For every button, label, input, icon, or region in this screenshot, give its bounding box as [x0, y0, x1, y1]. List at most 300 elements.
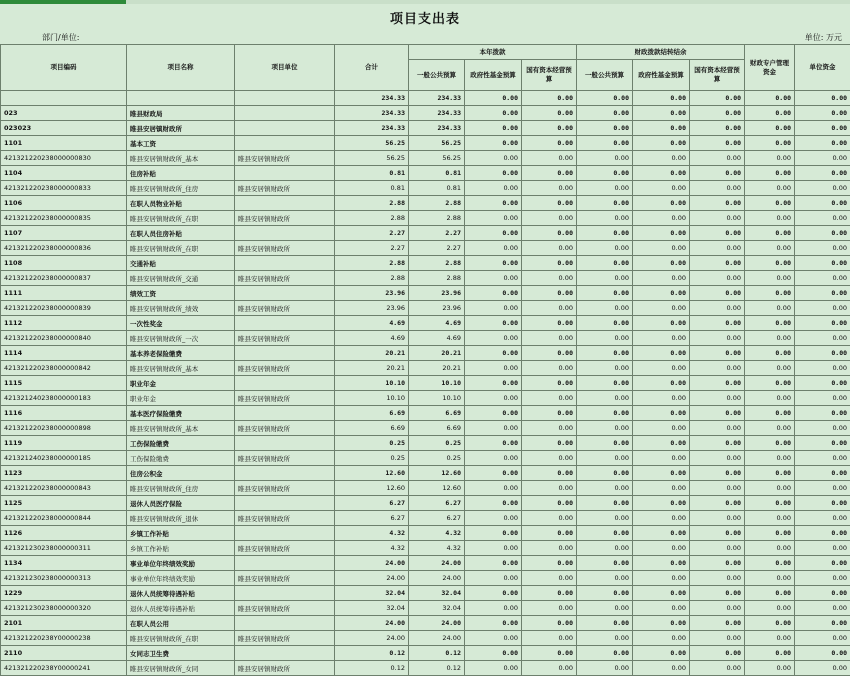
row-code-cell[interactable]: 421321220238000000837 [1, 271, 127, 286]
row-name-cell[interactable]: 睢县安居镇财政所_在职 [127, 631, 235, 646]
row-general-budget-cell[interactable]: 24.00 [409, 571, 465, 586]
row-zero-cell[interactable]: 0.00 [465, 436, 522, 451]
row-zero-cell[interactable]: 0.00 [633, 166, 690, 181]
row-name-cell[interactable]: 基本养老保险缴费 [127, 346, 235, 361]
row-name-cell[interactable]: 乡镇工作补贴 [127, 541, 235, 556]
row-zero-cell[interactable]: 0.00 [577, 226, 633, 241]
row-code-cell[interactable]: 023023 [1, 121, 127, 136]
row-zero-cell[interactable]: 0.00 [795, 466, 850, 481]
row-zero-cell[interactable]: 0.00 [745, 406, 795, 421]
row-zero-cell[interactable]: 0.00 [633, 106, 690, 121]
row-zero-cell[interactable]: 0.00 [795, 331, 850, 346]
row-zero-cell[interactable]: 0.00 [522, 346, 577, 361]
row-zero-cell[interactable]: 0.00 [577, 181, 633, 196]
row-zero-cell[interactable]: 0.00 [465, 286, 522, 301]
row-code-cell[interactable]: 1123 [1, 466, 127, 481]
row-zero-cell[interactable]: 0.00 [690, 166, 745, 181]
row-zero-cell[interactable]: 0.00 [745, 346, 795, 361]
row-zero-cell[interactable]: 0.00 [465, 211, 522, 226]
row-zero-cell[interactable]: 0.00 [745, 631, 795, 646]
row-zero-cell[interactable]: 0.00 [522, 91, 577, 106]
row-zero-cell[interactable]: 0.00 [633, 481, 690, 496]
row-zero-cell[interactable]: 0.00 [633, 631, 690, 646]
row-zero-cell[interactable]: 0.00 [745, 286, 795, 301]
row-code-cell[interactable]: 1104 [1, 166, 127, 181]
row-zero-cell[interactable]: 0.00 [633, 346, 690, 361]
row-zero-cell[interactable]: 0.00 [745, 301, 795, 316]
row-zero-cell[interactable]: 0.00 [745, 166, 795, 181]
row-total-cell[interactable]: 2.88 [335, 271, 409, 286]
row-zero-cell[interactable]: 0.00 [633, 646, 690, 661]
row-name-cell[interactable]: 女同志卫生费 [127, 646, 235, 661]
row-code-cell[interactable]: 421321220238000000844 [1, 511, 127, 526]
row-code-cell[interactable]: 421321240238000000183 [1, 391, 127, 406]
row-name-cell[interactable]: 住房补贴 [127, 166, 235, 181]
row-name-cell[interactable]: 乡镇工作补贴 [127, 526, 235, 541]
row-zero-cell[interactable]: 0.00 [795, 286, 850, 301]
row-unit-cell[interactable] [235, 646, 335, 661]
row-unit-cell[interactable]: 睢县安居镇财政所 [235, 151, 335, 166]
row-zero-cell[interactable]: 0.00 [633, 316, 690, 331]
row-total-cell[interactable]: 23.96 [335, 286, 409, 301]
row-unit-cell[interactable] [235, 376, 335, 391]
row-total-cell[interactable]: 6.69 [335, 406, 409, 421]
row-zero-cell[interactable]: 0.00 [690, 151, 745, 166]
row-general-budget-cell[interactable]: 12.60 [409, 466, 465, 481]
row-zero-cell[interactable]: 0.00 [633, 301, 690, 316]
row-general-budget-cell[interactable]: 10.10 [409, 376, 465, 391]
row-name-cell[interactable]: 基本医疗保险缴费 [127, 406, 235, 421]
row-zero-cell[interactable]: 0.00 [577, 271, 633, 286]
row-zero-cell[interactable]: 0.00 [465, 631, 522, 646]
row-total-cell[interactable]: 0.81 [335, 166, 409, 181]
row-general-budget-cell[interactable]: 0.25 [409, 436, 465, 451]
row-code-cell[interactable]: 2110 [1, 646, 127, 661]
row-zero-cell[interactable]: 0.00 [577, 556, 633, 571]
row-general-budget-cell[interactable]: 2.88 [409, 271, 465, 286]
row-zero-cell[interactable]: 0.00 [465, 481, 522, 496]
row-code-cell[interactable]: 1112 [1, 316, 127, 331]
row-zero-cell[interactable]: 0.00 [795, 481, 850, 496]
row-code-cell[interactable]: 421321220238000000898 [1, 421, 127, 436]
row-zero-cell[interactable]: 0.00 [633, 391, 690, 406]
row-zero-cell[interactable]: 0.00 [795, 646, 850, 661]
row-zero-cell[interactable]: 0.00 [795, 271, 850, 286]
row-zero-cell[interactable]: 0.00 [577, 106, 633, 121]
row-code-cell[interactable]: 1126 [1, 526, 127, 541]
row-zero-cell[interactable]: 0.00 [522, 406, 577, 421]
row-zero-cell[interactable]: 0.00 [465, 421, 522, 436]
row-code-cell[interactable]: 421321220238000000839 [1, 301, 127, 316]
row-zero-cell[interactable]: 0.00 [522, 601, 577, 616]
row-zero-cell[interactable]: 0.00 [690, 256, 745, 271]
row-name-cell[interactable]: 基本工资 [127, 136, 235, 151]
row-zero-cell[interactable]: 0.00 [577, 151, 633, 166]
row-code-cell[interactable]: 421321230238000000320 [1, 601, 127, 616]
row-zero-cell[interactable]: 0.00 [522, 316, 577, 331]
row-name-cell[interactable]: 在职人员住房补贴 [127, 226, 235, 241]
row-zero-cell[interactable]: 0.00 [577, 511, 633, 526]
row-total-cell[interactable]: 4.32 [335, 541, 409, 556]
row-zero-cell[interactable]: 0.00 [465, 346, 522, 361]
row-zero-cell[interactable]: 0.00 [465, 331, 522, 346]
row-total-cell[interactable]: 4.32 [335, 526, 409, 541]
row-name-cell[interactable]: 睢县安居镇财政所_女同 [127, 661, 235, 676]
row-total-cell[interactable]: 0.25 [335, 451, 409, 466]
row-zero-cell[interactable]: 0.00 [745, 151, 795, 166]
row-name-cell[interactable]: 睢县安居镇财政所_交通 [127, 271, 235, 286]
row-zero-cell[interactable]: 0.00 [690, 466, 745, 481]
row-code-cell[interactable]: 1114 [1, 346, 127, 361]
row-zero-cell[interactable]: 0.00 [745, 106, 795, 121]
row-zero-cell[interactable]: 0.00 [465, 661, 522, 676]
row-total-cell[interactable]: 2.27 [335, 226, 409, 241]
row-name-cell[interactable]: 一次性奖金 [127, 316, 235, 331]
row-name-cell[interactable]: 职业年金 [127, 391, 235, 406]
row-zero-cell[interactable]: 0.00 [745, 181, 795, 196]
row-total-cell[interactable]: 24.00 [335, 571, 409, 586]
row-zero-cell[interactable]: 0.00 [465, 496, 522, 511]
row-zero-cell[interactable]: 0.00 [633, 226, 690, 241]
row-general-budget-cell[interactable]: 234.33 [409, 121, 465, 136]
row-general-budget-cell[interactable]: 32.04 [409, 586, 465, 601]
row-zero-cell[interactable]: 0.00 [633, 541, 690, 556]
row-unit-cell[interactable]: 睢县安居镇财政所 [235, 481, 335, 496]
row-unit-cell[interactable] [235, 406, 335, 421]
row-zero-cell[interactable]: 0.00 [522, 646, 577, 661]
row-general-budget-cell[interactable]: 0.81 [409, 166, 465, 181]
row-code-cell[interactable]: 1115 [1, 376, 127, 391]
row-code-cell[interactable]: 421321220238000000840 [1, 331, 127, 346]
row-zero-cell[interactable]: 0.00 [690, 121, 745, 136]
row-name-cell[interactable] [127, 91, 235, 106]
row-name-cell[interactable]: 职业年金 [127, 376, 235, 391]
row-zero-cell[interactable]: 0.00 [690, 586, 745, 601]
row-general-budget-cell[interactable]: 32.04 [409, 601, 465, 616]
row-zero-cell[interactable]: 0.00 [795, 181, 850, 196]
row-name-cell[interactable]: 睢县安居镇财政所_绩效 [127, 301, 235, 316]
row-zero-cell[interactable]: 0.00 [795, 511, 850, 526]
row-zero-cell[interactable]: 0.00 [690, 406, 745, 421]
row-zero-cell[interactable]: 0.00 [577, 481, 633, 496]
row-zero-cell[interactable]: 0.00 [745, 646, 795, 661]
row-general-budget-cell[interactable]: 234.33 [409, 91, 465, 106]
row-general-budget-cell[interactable]: 0.81 [409, 181, 465, 196]
row-zero-cell[interactable]: 0.00 [465, 466, 522, 481]
row-zero-cell[interactable]: 0.00 [690, 421, 745, 436]
row-code-cell[interactable]: 421321220238Y00000241 [1, 661, 127, 676]
row-name-cell[interactable]: 退休人员统筹待遇补贴 [127, 601, 235, 616]
row-zero-cell[interactable]: 0.00 [465, 106, 522, 121]
row-unit-cell[interactable] [235, 256, 335, 271]
row-unit-cell[interactable] [235, 526, 335, 541]
row-zero-cell[interactable]: 0.00 [465, 556, 522, 571]
row-total-cell[interactable]: 2.88 [335, 196, 409, 211]
row-total-cell[interactable]: 23.96 [335, 301, 409, 316]
row-zero-cell[interactable]: 0.00 [577, 391, 633, 406]
row-zero-cell[interactable]: 0.00 [795, 151, 850, 166]
row-zero-cell[interactable]: 0.00 [633, 271, 690, 286]
row-total-cell[interactable]: 56.25 [335, 136, 409, 151]
row-code-cell[interactable]: 421321220238000000836 [1, 241, 127, 256]
row-total-cell[interactable]: 234.33 [335, 121, 409, 136]
row-zero-cell[interactable]: 0.00 [633, 586, 690, 601]
row-zero-cell[interactable]: 0.00 [522, 166, 577, 181]
row-total-cell[interactable]: 0.25 [335, 436, 409, 451]
row-unit-cell[interactable]: 睢县安居镇财政所 [235, 631, 335, 646]
row-zero-cell[interactable]: 0.00 [795, 586, 850, 601]
row-unit-cell[interactable]: 睢县安居镇财政所 [235, 241, 335, 256]
row-general-budget-cell[interactable]: 23.96 [409, 301, 465, 316]
row-zero-cell[interactable]: 0.00 [633, 511, 690, 526]
row-total-cell[interactable]: 24.00 [335, 556, 409, 571]
row-total-cell[interactable]: 4.69 [335, 331, 409, 346]
row-code-cell[interactable]: 421321230238000000313 [1, 571, 127, 586]
row-unit-cell[interactable]: 睢县安居镇财政所 [235, 421, 335, 436]
row-zero-cell[interactable]: 0.00 [465, 526, 522, 541]
row-zero-cell[interactable]: 0.00 [465, 616, 522, 631]
row-zero-cell[interactable]: 0.00 [745, 316, 795, 331]
row-zero-cell[interactable]: 0.00 [795, 211, 850, 226]
row-zero-cell[interactable]: 0.00 [795, 196, 850, 211]
row-zero-cell[interactable]: 0.00 [745, 481, 795, 496]
row-general-budget-cell[interactable]: 6.69 [409, 421, 465, 436]
row-general-budget-cell[interactable]: 6.27 [409, 496, 465, 511]
row-zero-cell[interactable]: 0.00 [690, 556, 745, 571]
row-zero-cell[interactable]: 0.00 [633, 181, 690, 196]
row-zero-cell[interactable]: 0.00 [690, 646, 745, 661]
row-zero-cell[interactable]: 0.00 [633, 571, 690, 586]
row-zero-cell[interactable]: 0.00 [522, 286, 577, 301]
row-zero-cell[interactable]: 0.00 [577, 241, 633, 256]
row-unit-cell[interactable] [235, 106, 335, 121]
row-code-cell[interactable]: 2101 [1, 616, 127, 631]
row-unit-cell[interactable] [235, 121, 335, 136]
row-total-cell[interactable]: 12.60 [335, 466, 409, 481]
row-zero-cell[interactable]: 0.00 [465, 541, 522, 556]
row-zero-cell[interactable]: 0.00 [633, 556, 690, 571]
row-unit-cell[interactable] [235, 616, 335, 631]
row-zero-cell[interactable]: 0.00 [795, 346, 850, 361]
row-total-cell[interactable]: 4.69 [335, 316, 409, 331]
row-general-budget-cell[interactable]: 234.33 [409, 106, 465, 121]
row-zero-cell[interactable]: 0.00 [577, 571, 633, 586]
row-general-budget-cell[interactable]: 6.27 [409, 511, 465, 526]
row-zero-cell[interactable]: 0.00 [522, 511, 577, 526]
row-zero-cell[interactable]: 0.00 [795, 631, 850, 646]
row-general-budget-cell[interactable]: 0.25 [409, 451, 465, 466]
row-zero-cell[interactable]: 0.00 [577, 286, 633, 301]
row-zero-cell[interactable]: 0.00 [690, 301, 745, 316]
row-general-budget-cell[interactable]: 24.00 [409, 631, 465, 646]
row-code-cell[interactable]: 1107 [1, 226, 127, 241]
row-zero-cell[interactable]: 0.00 [465, 391, 522, 406]
row-code-cell[interactable]: 421321220238000000843 [1, 481, 127, 496]
row-zero-cell[interactable]: 0.00 [633, 241, 690, 256]
row-zero-cell[interactable]: 0.00 [465, 571, 522, 586]
row-general-budget-cell[interactable]: 2.27 [409, 226, 465, 241]
row-total-cell[interactable]: 6.69 [335, 421, 409, 436]
row-name-cell[interactable]: 睢县安居镇财政所_一次 [127, 331, 235, 346]
row-name-cell[interactable]: 退休人员统筹待遇补贴 [127, 586, 235, 601]
row-zero-cell[interactable]: 0.00 [745, 241, 795, 256]
row-unit-cell[interactable] [235, 316, 335, 331]
row-zero-cell[interactable]: 0.00 [522, 211, 577, 226]
row-total-cell[interactable]: 24.00 [335, 616, 409, 631]
row-zero-cell[interactable]: 0.00 [465, 646, 522, 661]
row-zero-cell[interactable]: 0.00 [465, 271, 522, 286]
row-total-cell[interactable]: 56.25 [335, 151, 409, 166]
row-name-cell[interactable]: 退休人员医疗保险 [127, 496, 235, 511]
row-unit-cell[interactable]: 睢县安居镇财政所 [235, 181, 335, 196]
row-code-cell[interactable]: 1119 [1, 436, 127, 451]
row-zero-cell[interactable]: 0.00 [633, 661, 690, 676]
row-total-cell[interactable]: 2.88 [335, 211, 409, 226]
row-zero-cell[interactable]: 0.00 [745, 601, 795, 616]
row-zero-cell[interactable]: 0.00 [577, 616, 633, 631]
row-unit-cell[interactable]: 睢县安居镇财政所 [235, 511, 335, 526]
row-zero-cell[interactable]: 0.00 [745, 511, 795, 526]
row-total-cell[interactable]: 32.04 [335, 586, 409, 601]
row-name-cell[interactable]: 工伤保险缴费 [127, 451, 235, 466]
row-name-cell[interactable]: 睢县安居镇财政所_基本 [127, 151, 235, 166]
row-zero-cell[interactable]: 0.00 [690, 361, 745, 376]
row-name-cell[interactable]: 睢县安居镇财政所_住房 [127, 181, 235, 196]
row-zero-cell[interactable]: 0.00 [522, 301, 577, 316]
row-unit-cell[interactable] [235, 136, 335, 151]
row-zero-cell[interactable]: 0.00 [577, 421, 633, 436]
row-zero-cell[interactable]: 0.00 [577, 361, 633, 376]
row-general-budget-cell[interactable]: 2.88 [409, 211, 465, 226]
row-zero-cell[interactable]: 0.00 [577, 211, 633, 226]
row-zero-cell[interactable]: 0.00 [577, 301, 633, 316]
row-unit-cell[interactable]: 睢县安居镇财政所 [235, 331, 335, 346]
row-zero-cell[interactable]: 0.00 [690, 481, 745, 496]
row-zero-cell[interactable]: 0.00 [633, 436, 690, 451]
row-total-cell[interactable]: 2.88 [335, 256, 409, 271]
row-zero-cell[interactable]: 0.00 [795, 496, 850, 511]
row-zero-cell[interactable]: 0.00 [522, 181, 577, 196]
row-zero-cell[interactable]: 0.00 [633, 421, 690, 436]
row-zero-cell[interactable]: 0.00 [633, 616, 690, 631]
row-zero-cell[interactable]: 0.00 [795, 106, 850, 121]
row-zero-cell[interactable]: 0.00 [745, 616, 795, 631]
row-zero-cell[interactable]: 0.00 [633, 451, 690, 466]
row-zero-cell[interactable]: 0.00 [795, 301, 850, 316]
row-zero-cell[interactable]: 0.00 [745, 451, 795, 466]
row-zero-cell[interactable]: 0.00 [690, 316, 745, 331]
row-code-cell[interactable]: 1108 [1, 256, 127, 271]
row-zero-cell[interactable]: 0.00 [745, 376, 795, 391]
row-zero-cell[interactable]: 0.00 [690, 181, 745, 196]
row-zero-cell[interactable]: 0.00 [795, 376, 850, 391]
row-zero-cell[interactable]: 0.00 [795, 661, 850, 676]
row-zero-cell[interactable]: 0.00 [522, 481, 577, 496]
row-zero-cell[interactable]: 0.00 [745, 661, 795, 676]
row-zero-cell[interactable]: 0.00 [795, 256, 850, 271]
row-name-cell[interactable]: 睢县安居镇财政所_基本 [127, 361, 235, 376]
row-zero-cell[interactable]: 0.00 [522, 256, 577, 271]
row-zero-cell[interactable]: 0.00 [745, 211, 795, 226]
row-zero-cell[interactable]: 0.00 [577, 316, 633, 331]
row-unit-cell[interactable]: 睢县安居镇财政所 [235, 451, 335, 466]
row-general-budget-cell[interactable]: 24.00 [409, 616, 465, 631]
row-zero-cell[interactable]: 0.00 [522, 196, 577, 211]
row-general-budget-cell[interactable]: 12.60 [409, 481, 465, 496]
row-zero-cell[interactable]: 0.00 [633, 376, 690, 391]
row-general-budget-cell[interactable]: 4.69 [409, 331, 465, 346]
row-zero-cell[interactable]: 0.00 [522, 616, 577, 631]
row-zero-cell[interactable]: 0.00 [465, 151, 522, 166]
row-unit-cell[interactable]: 睢县安居镇财政所 [235, 661, 335, 676]
row-zero-cell[interactable]: 0.00 [465, 256, 522, 271]
row-zero-cell[interactable]: 0.00 [795, 616, 850, 631]
row-zero-cell[interactable]: 0.00 [577, 466, 633, 481]
row-code-cell[interactable]: 1116 [1, 406, 127, 421]
row-zero-cell[interactable]: 0.00 [745, 361, 795, 376]
row-code-cell[interactable]: 1106 [1, 196, 127, 211]
row-zero-cell[interactable]: 0.00 [577, 376, 633, 391]
row-general-budget-cell[interactable]: 0.12 [409, 661, 465, 676]
row-zero-cell[interactable]: 0.00 [522, 541, 577, 556]
row-zero-cell[interactable]: 0.00 [690, 541, 745, 556]
row-zero-cell[interactable]: 0.00 [633, 496, 690, 511]
row-general-budget-cell[interactable]: 2.27 [409, 241, 465, 256]
row-code-cell[interactable]: 1134 [1, 556, 127, 571]
row-unit-cell[interactable]: 睢县安居镇财政所 [235, 301, 335, 316]
row-unit-cell[interactable]: 睢县安居镇财政所 [235, 571, 335, 586]
row-zero-cell[interactable]: 0.00 [633, 91, 690, 106]
row-total-cell[interactable]: 24.00 [335, 631, 409, 646]
row-zero-cell[interactable]: 0.00 [690, 616, 745, 631]
row-code-cell[interactable]: 421321220238000000835 [1, 211, 127, 226]
row-total-cell[interactable]: 20.21 [335, 346, 409, 361]
row-total-cell[interactable]: 6.27 [335, 496, 409, 511]
row-zero-cell[interactable]: 0.00 [633, 361, 690, 376]
row-total-cell[interactable]: 10.10 [335, 376, 409, 391]
row-zero-cell[interactable]: 0.00 [745, 466, 795, 481]
row-name-cell[interactable]: 在职人员公用 [127, 616, 235, 631]
row-zero-cell[interactable]: 0.00 [690, 346, 745, 361]
row-zero-cell[interactable]: 0.00 [577, 331, 633, 346]
row-total-cell[interactable]: 234.33 [335, 106, 409, 121]
row-zero-cell[interactable]: 0.00 [522, 451, 577, 466]
row-unit-cell[interactable] [235, 286, 335, 301]
row-zero-cell[interactable]: 0.00 [577, 166, 633, 181]
row-zero-cell[interactable]: 0.00 [745, 91, 795, 106]
row-unit-cell[interactable]: 睢县安居镇财政所 [235, 361, 335, 376]
row-zero-cell[interactable]: 0.00 [745, 496, 795, 511]
row-code-cell[interactable] [1, 91, 127, 106]
row-name-cell[interactable]: 睢县安居镇财政所_住房 [127, 481, 235, 496]
row-zero-cell[interactable]: 0.00 [795, 436, 850, 451]
row-zero-cell[interactable]: 0.00 [795, 601, 850, 616]
row-zero-cell[interactable]: 0.00 [745, 571, 795, 586]
row-total-cell[interactable]: 0.12 [335, 646, 409, 661]
row-zero-cell[interactable]: 0.00 [690, 331, 745, 346]
row-zero-cell[interactable]: 0.00 [745, 526, 795, 541]
row-name-cell[interactable]: 事业单位年终绩效奖励 [127, 556, 235, 571]
row-zero-cell[interactable]: 0.00 [633, 526, 690, 541]
row-general-budget-cell[interactable]: 56.25 [409, 151, 465, 166]
row-zero-cell[interactable]: 0.00 [465, 196, 522, 211]
row-zero-cell[interactable]: 0.00 [633, 406, 690, 421]
row-code-cell[interactable]: 421321220238000000833 [1, 181, 127, 196]
row-name-cell[interactable]: 工伤保险缴费 [127, 436, 235, 451]
row-zero-cell[interactable]: 0.00 [633, 196, 690, 211]
row-zero-cell[interactable]: 0.00 [795, 571, 850, 586]
row-zero-cell[interactable]: 0.00 [690, 136, 745, 151]
